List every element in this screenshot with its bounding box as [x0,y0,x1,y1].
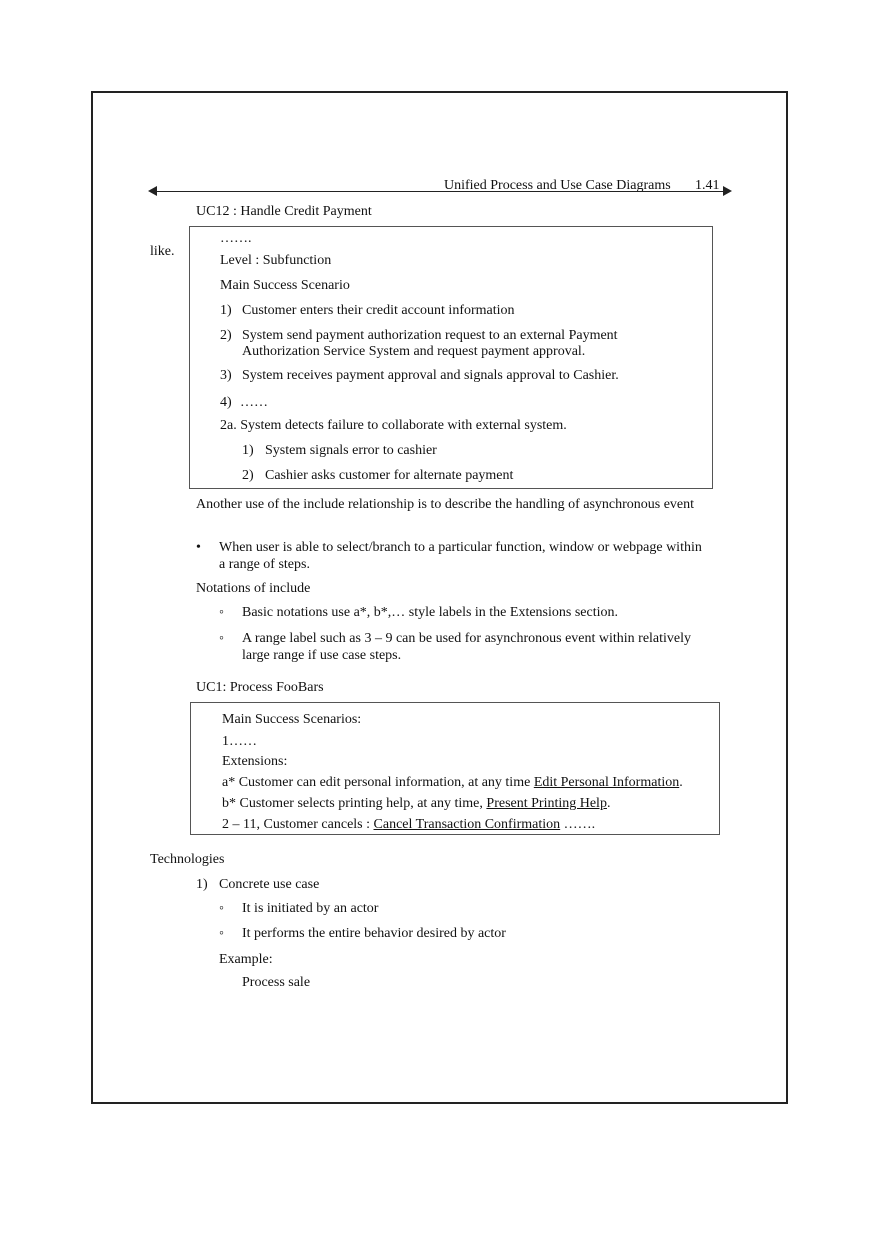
running-title: Unified Process and Use Case Diagrams [444,178,671,193]
uc1-extension-a [222,774,683,791]
step-text: Customer enters their credit account information [242,303,515,318]
sub-bullet-icon: ◦ [219,926,224,941]
bullet-text-continued: a range of steps. [219,557,310,572]
edit-personal-information-link: Edit Personal Information [533,775,680,790]
uc12-title: UC12 : Handle Credit Payment [196,204,372,219]
bullet-text: When user is able to select/branch to a particular function, window or webpage within [219,540,702,555]
notation-text-continued: large range if use case steps. [242,648,402,663]
async-paragraph: Another use of the include relationship is to describe the handling of asynchronous event [196,497,695,512]
step-number: 2) [220,328,232,343]
extension-c-suffix: ……. [560,817,596,832]
sub-bullet-icon: ◦ [219,901,224,916]
sub-step-number: 2) [242,468,254,483]
tech-item-text: Concrete use case [219,877,320,892]
uc1-title: UC1: Process FooBars [196,680,324,695]
uc12-dots: ……. [220,231,252,246]
tech-bullet-text: It performs the entire behavior desired by actor [242,926,506,941]
sub-bullet-icon: ◦ [219,605,224,620]
uc12-extension: 2a. System detects failure to collaborate with external system. [220,418,567,433]
step-number: 4) [220,395,232,410]
step-number: 1) [220,303,232,318]
step-text: System receives payment approval and signals approval to Cashier. [242,368,619,383]
step-number: 3) [220,368,232,383]
sub-step-text: Cashier asks customer for alternate payment [265,468,514,483]
example-value: Process sale [242,975,311,990]
uc1-extensions-heading: Extensions: [222,754,288,769]
extension-a-text: a* Customer can edit personal information, at any time [222,775,534,790]
tech-item-number: 1) [196,877,208,892]
step-text-continued: Authorization Service System and request payment approval. [242,344,586,359]
present-printing-help-link: Present Printing Help [486,796,607,811]
technologies-heading: Technologies [150,852,225,867]
sub-step-text: System signals error to cashier [265,443,437,458]
sub-bullet-icon: ◦ [219,631,224,646]
notation-text: Basic notations use a*, b*,… style labels in the Extensions section. [242,605,618,620]
arrow-left-icon [148,186,157,196]
header-rule [150,191,730,192]
notations-heading: Notations of include [196,581,311,596]
extension-c-text: 2 – 11, Customer cancels : [222,817,374,832]
uc12-scenario-heading: Main Success Scenario [220,278,350,293]
page-number: 1.41 [695,178,720,193]
bullet-icon: • [196,540,201,555]
arrow-right-icon [723,186,732,196]
step-text: …… [240,395,268,410]
margin-note: like. [150,244,175,259]
cancel-transaction-confirmation-link: Cancel Transaction Confirmation [373,817,561,832]
tech-bullet-text: It is initiated by an actor [242,901,379,916]
uc1-extension-c [222,816,595,833]
uc1-scenarios-heading: Main Success Scenarios: [222,712,362,727]
step-text: System send payment authorization request to an external Payment [242,328,618,343]
uc1-extension-b [222,795,610,812]
uc12-level: Level : Subfunction [220,253,332,268]
notation-text: A range label such as 3 – 9 can be used for asynchronous event within relatively [242,631,692,646]
extension-a-suffix: . [679,775,683,790]
example-label: Example: [219,952,273,967]
extension-b-suffix: . [606,796,611,811]
sub-step-number: 1) [242,443,254,458]
extension-b-text: b* Customer selects printing help, at any time, [222,796,487,811]
uc1-step1: 1…… [222,734,257,749]
